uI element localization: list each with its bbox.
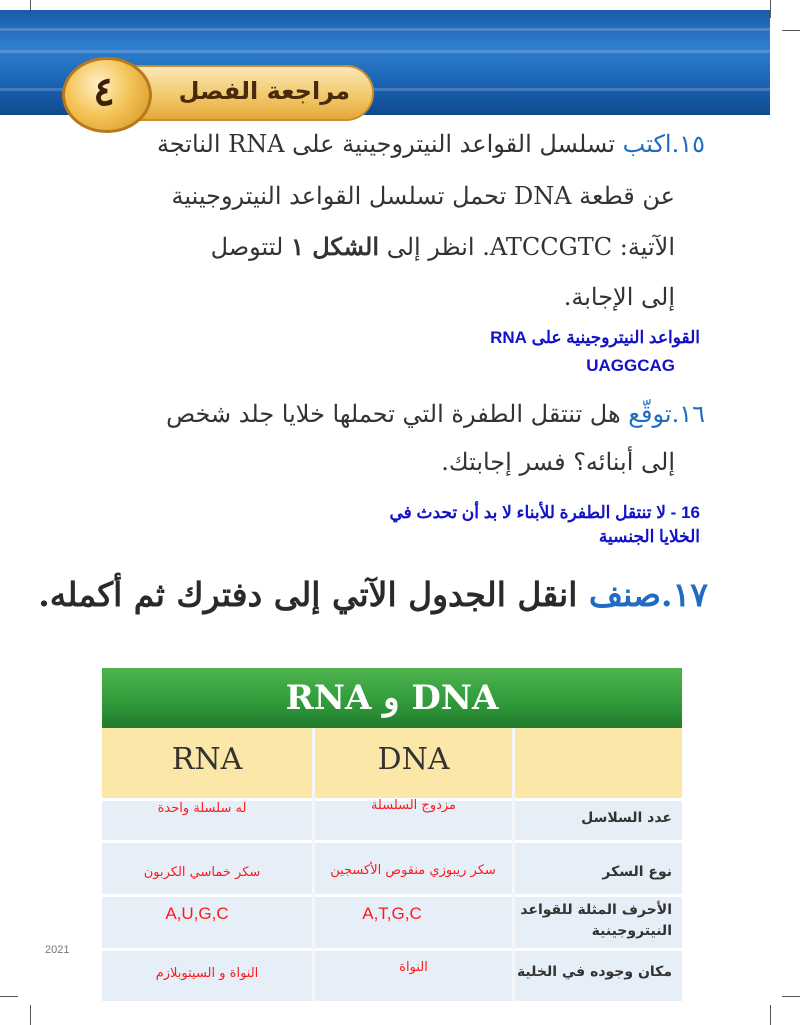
chapter-title: مراجعة الفصل [178,77,350,105]
cell-rna-sugar: سكر خماسي الكربون [143,865,261,880]
q16-verb: توقّع [628,400,672,428]
chapter-number: ٤ [93,68,115,115]
q15-line-4: إلى الإجابة. [563,283,675,311]
row-label-strands: عدد السلاسل [581,810,672,826]
q15-line-1 [157,130,705,158]
table-title: DNA و RNA [102,668,682,728]
q16-text-1: هل تنتقل الطفرة التي تحملها خلايا جلد شخص [166,400,621,428]
q15-text-1: تسلسل القواعد النيتروجينية على RNA الناتجة [156,130,616,158]
q15-number: ١٥. [671,130,705,158]
q17-line [38,575,708,614]
crop-mark [0,996,18,997]
col-header-label [515,728,682,798]
table-column-headers [102,728,682,798]
page-number: 2021 [45,944,70,956]
q15-verb: اكتب [622,130,672,158]
q16-answer-2: الخلايا الجنسية [598,527,700,546]
cell-rna-strands: له سلسلة واحدة [157,801,247,816]
cell-rna-bases: A,U,G,C [165,904,229,923]
cell-rna-location: النواة و السيتوبلازم [155,966,259,981]
crop-mark [770,1005,771,1025]
col-header-rna: RNA [102,728,312,798]
q15-line-2: عن قطعة DNA تحمل تسلسل القواعد النيتروجينية [171,182,675,210]
crop-mark [770,0,771,18]
dna-rna-table [102,668,682,1001]
cell-dna-bases: A,T,G,C [362,904,422,923]
q15-answer-1: القواعد النيتروجينية على RNA [490,328,700,347]
q15-line-3: الآتية: ATCCGTC. انظر إلى الشكل ١ لتتوصل [210,232,675,261]
cell-dna-location: النواة [399,960,428,975]
cell-dna-strands: مزدوج السلسلة [370,798,457,813]
q16-line-1 [166,400,705,428]
row-label-location: مكان وجوده في الخلية [516,964,672,980]
crop-mark [782,30,800,31]
q17-number: ١٧. [661,575,708,614]
figure-reference: الشكل ١ [290,232,380,261]
col-header-dna: DNA [315,728,512,798]
q16-line-2: إلى أبنائه؟ فسر إجابتك. [441,448,675,476]
cell-dna-sugar: سكر ريبوزي منقوص الأكسجين [330,863,496,878]
crop-mark [30,1005,31,1025]
crop-mark [782,996,800,997]
q17-verb: صنف [588,575,662,614]
q17-text: انقل الجدول الآتي إلى دفترك ثم أكمله. [38,575,578,614]
row-label-sugar: نوع السكر [602,864,672,880]
q16-answer-1: 16 - لا تنتقل الطفرة للأبناء لا بد أن تحدث في [389,503,700,522]
q15-answer-2: UAGGCAG [586,356,675,375]
row-label-bases: الأحرف المثلة للقواعد النيتروجينية [520,902,672,939]
q16-number: ١٦. [671,400,705,428]
